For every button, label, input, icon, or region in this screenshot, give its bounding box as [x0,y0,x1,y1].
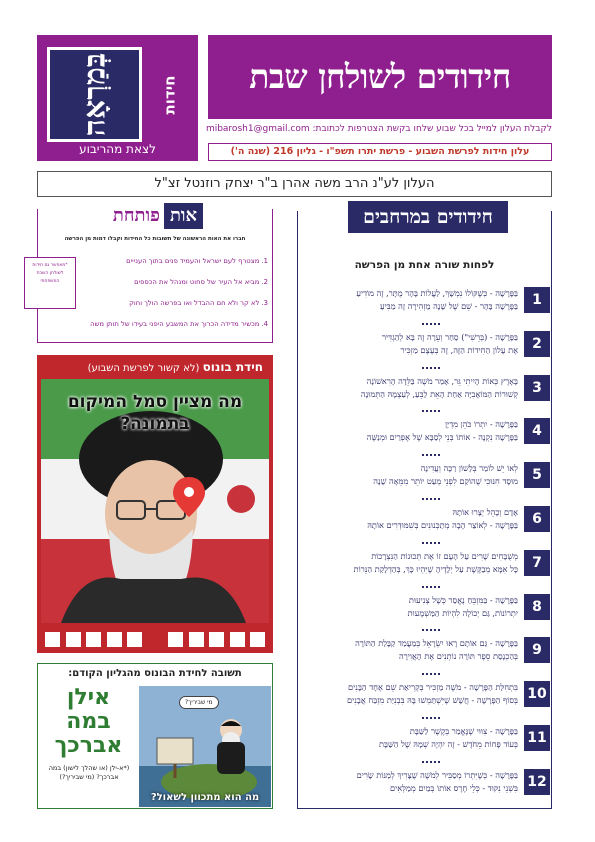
logo-sub [147,45,191,145]
riddle-number: 7 [524,550,550,576]
riddle-text [312,637,518,664]
opening-letter-panel [32,205,273,343]
riddle-item [312,550,540,586]
riddle-line: אֶת עָלוֹן הַחִידוֹת הַזֶּה, זֶה בְּעֶצֶם מַזְכִּיר [400,344,518,355]
man-body-shape [217,742,245,774]
riddle-item [312,594,540,630]
riddle-line: בַּפָּרָשָׁה - צִוּוּי שֶׁנֶּאֱמַר בְּקֶשֶׁר לַשַּׁבָּת [409,726,518,736]
riddle-separator [422,761,440,764]
riddle-number: 9 [524,637,550,663]
answer-image [139,686,271,807]
riddle-line: בְּעוֹד פָּחוֹת מֵחֹדֶשׁ - זֶה יִהְיֶה שְׁמָהּ שֶׁל הַשַּׁבָּת [379,739,518,749]
riddle-line: לְאוֹ יֵשׁ לוֹמַר בְּלָשׁוֹן רַכָּה וְעֲדִינָה [420,463,518,474]
bonus-label: חידת בונוס [202,360,263,374]
riddle-number: 4 [524,418,550,444]
answer-blank [250,632,265,647]
riddle-line: בַּפָּרָשָׁה - (בְּרֵשִׁי") סַחַר וְעֵרָה זֶה בָּא לְהַגְדִּיר [382,331,518,342]
riddle-number: 3 [524,375,550,401]
opening-letter-subtitle: חברו את האות הראשונה של תשובות כל החידות וקבלו דמות מן הפרשה [64,236,246,242]
answer-word-line: במה [66,709,111,734]
answer-word-line: אילן [66,685,111,710]
riddle-separator [422,367,440,370]
riddle-line: בְּהַכְנָסַת סֵפֶר תּוֹרָה נוֹתְנִים אֶת הָאֲוִירָה [399,651,518,662]
riddle-line: אָדָם וְכָהֵל יְצָרוּ אוֹתָהּ [452,507,518,517]
riddle-number: 6 [524,506,550,532]
riddle-number: 10 [524,681,550,707]
bonus-note: (לא קשור לפרשת השבוע) [87,363,200,374]
riddle-item [312,331,540,367]
riddle-item [312,287,540,323]
riddle-number: 11 [524,725,550,751]
riddle-text [312,418,518,445]
answer-blank [189,632,204,647]
riddle-line: מוּסָד חִנּוּכִי שֶׁהוֹקַם לִפְנֵי מְעַט יוֹתֵר מִמֵּאָה שָׁנָה [373,476,518,487]
riddle-number: 1 [524,287,550,313]
logo-word: בְּמַרְאָה [77,52,112,137]
answer-blank [107,632,122,647]
riddle-text [312,725,518,752]
riddle-text [312,681,518,708]
speech-bubble: מי שביריך? [179,696,219,709]
riddle-separator [422,629,440,632]
riddle-number: 8 [524,594,550,620]
riddle-line: בִּשְׁנֵי נִקּוּד - כְּלֵי חֶרֶס אוֹתוֹ בְּמַיִם מְמַלְּאִים [390,782,518,793]
riddle-separator [422,410,440,413]
contact-line [205,124,552,134]
answer-note: (*א-ילן (או שהלך לישון) במה אברכך? (מי שביריך?) [48,764,130,781]
answer-blank [45,632,60,647]
riddle-text [312,550,518,577]
bonus-panel [37,355,273,653]
riddle-text [312,287,518,314]
riddles-title: חידודים במרחבים [348,201,508,233]
riddle-item [312,725,547,761]
riddle-separator [422,586,440,589]
flag-emblem-icon [227,485,255,513]
answer-word-line: אברכך [54,733,123,758]
riddle-line: יִתְרוֹנוֹת, גַּם יְכוֹלָה לִהְיוֹת הַמַּשְׁמָעוּת [407,607,518,618]
list-item: 3. לא קר ולא חם ההבדל ואו בפרשה הולך וחוק [129,299,268,307]
riddle-line: בַּפָּרָשָׁה נִקְנָה - אוֹתוֹ בְּנֵי לְסַבָּא שֶׁל אֶפְרַיִם וּמְנַשֶּׁה [366,432,518,443]
riddle-item [312,375,540,411]
opening-letter-title-b: פותחת [112,205,160,226]
answer-word [38,686,139,758]
list-item: 1. מצטרף לעם ישראל והעמיד פנים בתוך הענייים [126,257,268,265]
opening-letter-title-a: אות [164,203,203,229]
riddle-text [312,506,518,533]
riddle-line: בִּתְחִלַּת הַפָּרָשָׁה - מֹשֶׁה מַזְכִּיר בְּקְרִיאַת שֵׁם אֶחָד הַבָּנִים [348,682,518,693]
answer-blank [230,632,245,647]
robe-shape [61,577,246,623]
list-item: 2. מביא אל העיר של סחוט ומנהל את הכספים [134,278,268,286]
answer-caption: מה הוא מתכוון לשאול? [150,792,260,803]
riddle-line: בַּפָּרָשָׁה - בַּמִּזְבֵּחַ נֶאֱסַר כְּשֶׁל צְנִיעוּת [408,594,518,605]
answer-blank [209,632,224,647]
riddle-text [312,462,518,489]
riddle-line: בַּפָּרָשָׁה בָּהָר - שֵׁם שֶׁל שָׁנָה מַזְהִירָה זֶה מַבִּיעַ [379,301,518,311]
logo-block [37,35,198,161]
contact-text: לקבלת העלון למייל בכל שבוע שלחו בקשת הצטרפות לכתובת: [312,124,552,134]
bonus-question: מה מציין סמל המיקום בתמונה? [67,392,243,434]
dedication: העלון לע"נ הרב משה אהרן ב"ר יצחק רוזנטל זצ"ל [37,171,552,197]
riddle-separator [422,454,440,457]
riddle-line: מְשֻׁבָּחִים שָׁרִים עַל הָעָם זוֹ אֶת תְּכוּנוֹת הַנִּצְרָכוֹת [371,550,518,561]
riddle-separator [422,498,440,501]
riddle-separator [422,323,440,326]
issue-bar: עלון חידות לפרשת השבוע - פרשת יתרו תשפ"ו - גליון 216 (שנה ה') [208,143,552,161]
email-link[interactable]: mibarosh1@gmail.com [205,124,310,134]
opening-letter-title [66,203,246,231]
riddle-item [312,462,540,498]
sign-icon [157,738,193,764]
riddle-line: בַּפָּרָשָׁה - לְאוֹצַר הָבָה מְתַכְּנוּנִים בְּשִׁמּוּדְרִים אוֹתָהּ [367,520,518,530]
riddle-text [312,769,518,796]
bonus-image [41,379,269,623]
riddle-item [312,418,540,454]
riddle-item [312,681,547,717]
riddle-line: בַּפָּרָשָׁה - כְּשֶׁקּוֹלוֹ נִמְשָׁךְ, לַעֲלוֹת בָּהָר מֻתָּר, זֶה מוֹדִיעַ [356,288,518,298]
answer-heading: תשובה לחידת הבונוס מהגליון הקודם: [68,668,242,679]
riddle-item [312,637,540,673]
riddle-separator [422,717,440,720]
answer-blank [66,632,81,647]
riddle-number: 12 [524,769,550,795]
riddle-item [312,506,540,542]
riddles-panel [297,206,552,809]
answer-blank [86,632,101,647]
riddle-line: קְשׁוּרוֹת הַמּוֹאָבִיָּה אַחַת הָאֵת לַבֵּעַ, לְעַצְמָהּ הַתְּמוּנָה [360,388,518,399]
title-banner [208,35,552,119]
page-title: חידודים לשולחן שבת [249,57,511,96]
bonus-header [37,355,273,379]
riddle-item [312,769,547,805]
riddle-text [312,375,518,402]
riddle-separator [422,673,440,676]
riddle-separator [422,542,440,545]
logo-tagline: לצאת מהריבוע [79,142,156,156]
riddle-text [312,331,518,358]
riddle-line: בַּפָּרָשָׁה - יִתְרוֹ כֹּהֵן מִדְיָן [444,419,518,430]
riddle-line: בָּאָרֶץ כְּאוֹת הָיִיתִי גֵּר, אָמַר מֹשֶׁה בַּלֵּדָה הָרִאשׁוֹנָה [366,375,518,386]
blank-gap [148,632,163,647]
logo-sub-text: חידות [160,75,178,115]
riddle-line: בְּסוֹף הַפָּרָשָׁה - חֲשָׁשׁ שֶׁיִּשְׁתַּמְשׁוּ בָּהּ בִּבְנִיַּת מִזְבַּח אֲבָנִים [346,695,518,706]
list-item: 4. מכשיר מדידה הכרוך את המשבע היפני בעידו של תותן משה [90,320,268,328]
side-note: *מאפשר גם חידות לשולחן השבת המשפחתי [24,257,76,309]
opening-letter-list [82,251,268,335]
answer-panel [37,663,273,809]
answer-blank [168,632,183,647]
answer-blanks [45,632,265,647]
riddle-line: בַּפָּרָשָׁה - כְּשֶׁיִּתְרוֹ מְסַבִּיר לְמֹשֶׁה שֶׁצָּרִיךְ לְמַנּוֹת שָׂרִים [356,769,518,780]
logo-mark [47,47,142,142]
riddle-text [312,594,518,621]
answer-blank [127,632,142,647]
riddle-number: 2 [524,331,550,357]
riddle-line: כָּל אִמָּא מְבַקֶּשֶׁת עַל יְלָדֶיהָ שֶׁיִּהְיוּ כָּךְ, בְּהַדְלָקַת הַנֵּרוֹת [353,563,518,574]
riddle-line: בַּפָּרָשָׁה - גַּם אוֹתָם רָאוּ יִשְׂרָאֵל בְּמַעֲמַד קַבָּלַת הַתּוֹרָה [355,638,518,649]
riddle-number: 5 [524,462,550,488]
riddles-subtitle: לפחות שורה אחת מן הפרשה [354,259,495,271]
